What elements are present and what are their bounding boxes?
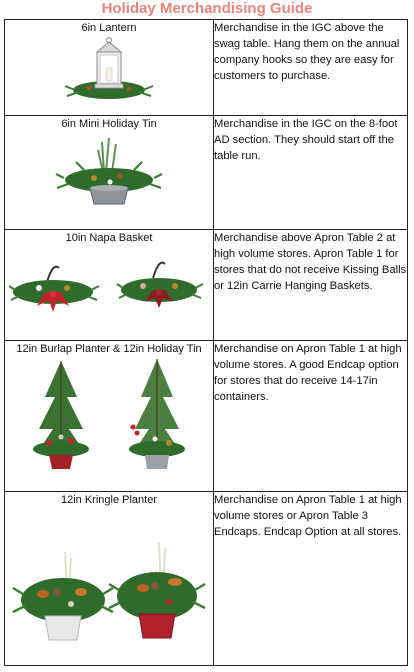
product-cell xyxy=(5,492,214,666)
product-name: 10in Napa Basket xyxy=(65,232,153,244)
product-cell xyxy=(5,20,214,116)
description-cell: Merchandise on Apron Table 1 at high volume stores or Apron Table 3 Endcaps. Endcap Option at all stores. xyxy=(214,492,408,666)
product-cell xyxy=(5,230,214,341)
table-row xyxy=(5,492,408,666)
product-cell xyxy=(5,341,214,492)
napa-basket-image xyxy=(9,246,209,326)
page-title: Holiday Merchandising Guide xyxy=(101,0,313,17)
table-row xyxy=(5,116,408,230)
product-cell xyxy=(5,116,214,230)
merchandising-table xyxy=(4,19,408,666)
mini-holiday-tin-image xyxy=(54,132,164,212)
lantern-image xyxy=(59,36,159,102)
product-name: 12in Burlap Planter & 12in Holiday Tin xyxy=(16,343,202,355)
table-row xyxy=(5,230,408,341)
table-row xyxy=(5,341,408,492)
description-cell: Merchandise above Apron Table 2 at high volume stores. Apron Table 1 for stores that do not receive Kissing Balls or 12in Carrie Hanging Baskets. xyxy=(214,230,408,341)
product-name: 6in Lantern xyxy=(81,22,137,34)
burlap-planter-and-holiday-tin-image xyxy=(9,357,209,477)
description-cell: Merchandise in the IGC above the swag table. Hang them on the annual company hooks so they are easy for customers to purchase. xyxy=(214,20,408,116)
product-name: 12in Kringle Planter xyxy=(60,494,157,506)
description-cell: Merchandise on Apron Table 1 at high volume stores. A good Endcap option for stores that do receive 14-17in containers. xyxy=(214,341,408,492)
table-row xyxy=(5,20,408,116)
product-name: 6in Mini Holiday Tin xyxy=(61,118,157,130)
description-cell: Merchandise in the IGC on the 8-foot AD section. They should start off the table run. xyxy=(214,116,408,230)
kringle-planter-image xyxy=(9,508,209,648)
